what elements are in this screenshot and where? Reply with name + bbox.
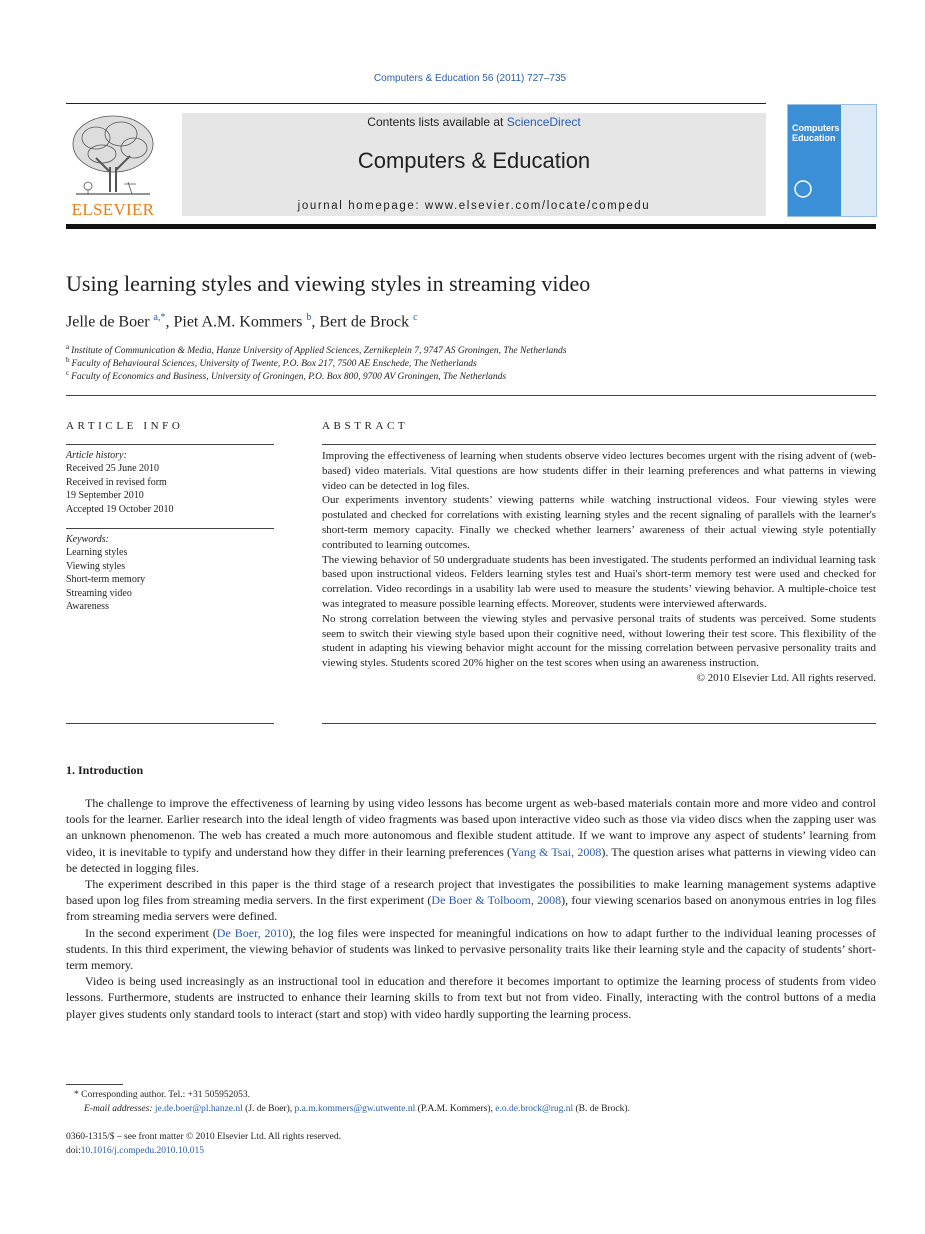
abstract-rule — [322, 444, 876, 445]
intro-paragraph: In the second experiment (De Boer, 2010), the log files were inspected for meaningful indications on how to adapt further to the individual leaning processes of students. In this third experiment, the viewing behavior of students was linked to pervasive personality traits like their learning style and the capacity of students’ short-term memory. — [66, 925, 876, 973]
email-addresses: E-mail addresses: je.de.boer@pl.hanze.nl (J. de Boer), p.a.m.kommers@gw.utwente.nl (P.A.M. Kommers), e.o.de.brock@rug.nl (B. de Brock). — [84, 1103, 630, 1114]
journal-cover-thumbnail[interactable] — [787, 104, 877, 217]
journal-reference[interactable]: Computers & Education 56 (2011) 727–735 — [373, 73, 567, 84]
bottom-meta — [66, 1131, 341, 1158]
author-name: Jelle de Boer — [66, 313, 150, 331]
abstract-paragraph: The viewing behavior of 50 undergraduate students has been investigated. The students performed an individual learning task based upon instructional videos. Felders learning styles test and Huai's short-term memory test were used and checked for correlation. Video recordings in a usability lab were used to measure the students’ viewing behavior. A multiple-choice test was integrated to measure possible learning effects. Moreover, students were interviewed afterwards. — [322, 553, 876, 610]
article-info-rule — [66, 528, 274, 529]
doi-line: doi:10.1016/j.compedu.2010.10.015 — [66, 1145, 205, 1156]
doi-link[interactable]: 10.1016/j.compedu.2010.10.015 — [80, 1145, 205, 1156]
author-name: Piet A.M. Kommers — [173, 313, 303, 331]
author-affiliation-marker[interactable]: b — [306, 312, 312, 323]
author-affiliation-marker[interactable]: c — [413, 312, 418, 323]
keyword: Short-term memory — [66, 574, 146, 586]
email-link[interactable]: p.a.m.kommers@gw.utwente.nl — [294, 1103, 416, 1114]
journal-name: Computers & Education — [357, 148, 591, 173]
journal-masthead — [182, 113, 766, 216]
cover-strip — [841, 105, 876, 216]
intro-paragraph: Video is being used increasingly as an instructional tool in education and therefore it becomes important to optimize the learning process of students from video lessons. Furthermore, students are instructed to enhance their learning skills to from text but not from video. Finally, interacting with the control buttons of a media player gives students only standard tools to interact (start and stop) with video hardly supporting the learning process. — [66, 974, 876, 1021]
history-line: 19 September 2010 — [66, 490, 144, 502]
citation-link[interactable]: Yang & Tsai, 2008 — [511, 844, 602, 859]
abstract-body — [322, 449, 876, 686]
elsevier-logo[interactable] — [66, 112, 160, 219]
keywords-block — [66, 533, 274, 613]
email-link[interactable]: je.de.boer@pl.hanze.nl — [154, 1103, 243, 1114]
contents-line — [182, 115, 766, 129]
elsevier-wordmark: ELSEVIER — [71, 200, 155, 219]
history-line: Accepted 19 October 2010 — [66, 503, 174, 515]
footnotes — [66, 1089, 876, 1116]
history-line: Received 25 June 2010 — [66, 463, 160, 475]
section-heading-introduction: 1. Introduction — [66, 763, 144, 777]
article-info-heading: ARTICLE INFO — [66, 420, 184, 432]
intro-paragraph: The experiment described in this paper is the third stage of a research project that investigates the possibilities to make learning management systems adaptive based upon log files from streaming media servers. In the first experiment (De Boer & Tolboom, 2008), four viewing scenarios based on anonymous entries in log files from streaming media servers were defined. — [66, 877, 876, 924]
masthead-thick-rule — [66, 224, 876, 229]
citation-link[interactable]: De Boer, 2010 — [216, 925, 289, 940]
intro-paragraph: The challenge to improve the effectiveness of learning by using video lessons has become urgent as web-based materials contain more and more video and control tools for the learner. Earlier research into the ideal length of video fragments was based upon interactive video such as those via video discs when the zapping user was an unknown phenomenon. The web has created a much more autonomous and flexible student attitude. If we want to improve any aspect of students’ learning from video, it is inevitable to typify and understand how they differ in their learning preferences (Yang & Tsai, 2008). The question arises what patterns in viewing video can be detected in logging files. — [66, 796, 877, 875]
issn-line: 0360-1315/$ – see front matter © 2010 Elsevier Ltd. All rights reserved. — [66, 1132, 342, 1142]
history-label: Article history: — [66, 450, 127, 461]
sciencedirect-link[interactable]: ScienceDirect — [506, 115, 581, 129]
keyword: Viewing styles — [66, 560, 126, 572]
journal-homepage[interactable]: journal homepage: www.elsevier.com/locate/compedu — [297, 200, 651, 212]
header-rule — [66, 103, 766, 104]
elsevier-tree-icon — [66, 112, 160, 200]
footnote-rule — [66, 1084, 123, 1085]
article-info-bottom-rule — [66, 723, 274, 724]
affiliation: $^b$ Faculty of Behavioural Sciences, University of Twente, P.O. Box 217, 7500 AE Enschede, The Netherlands — [66, 356, 477, 370]
introduction-body — [66, 795, 876, 1022]
article-title: Using learning styles and viewing styles in streaming video — [66, 271, 591, 296]
keyword: Streaming video — [66, 587, 132, 599]
corresponding-author-note: * Corresponding author. Tel.: +31 505952053. — [74, 1090, 251, 1100]
cover-emblem-icon — [793, 179, 813, 199]
abstract-heading: ABSTRACT — [322, 420, 409, 432]
keywords-label: Keywords: — [66, 534, 109, 545]
author-affiliation-marker[interactable]: a,* — [153, 312, 166, 323]
article-history — [66, 449, 274, 516]
affiliation: $^c$ Faculty of Economics and Business, University of Groningen, P.O. Box 800, 9700 AV Groningen, The Netherlands — [66, 369, 507, 383]
article-info-rule — [66, 444, 274, 445]
citation-link[interactable]: De Boer & Tolboom, 2008 — [431, 893, 562, 908]
abstract-copyright: © 2010 Elsevier Ltd. All rights reserved. — [696, 671, 876, 684]
section-rule — [66, 395, 876, 396]
author-list: Jelle de Boer $^{a,*}$, Piet A.M. Kommers $^b$, Bert de Brock $^c$ — [66, 312, 418, 331]
author-name: Bert de Brock — [319, 313, 410, 331]
keyword: Learning styles — [66, 547, 128, 559]
abstract-paragraph: Improving the effectiveness of learning when students observe video lectures becomes urgent with the rising advent of (web-based) video materials. Vital questions are how students differ in their learning preferences and what patterns in viewing video can be detected in log files. — [322, 450, 876, 492]
cover-title: Computers Education — [792, 123, 840, 143]
abstract-paragraph: No strong correlation between the viewing styles and pervasive personal traits of students was perceived. Some students seem to switch their viewing style based upon their cognitive need, without lowering their test score. This flexibility of the student in adapting his viewing behavior might account for the missing correlation between pervasive personality traits and viewing styles. Students scored 20% higher on the test scores when using an awareness instruction. — [322, 612, 876, 670]
history-line: Received in revised form — [66, 476, 167, 488]
affiliation: $^a$ Institute of Communication & Media, Hanze University of Applied Sciences, Zernikeplein 7, 9747 AS Groningen, The Netherlands — [66, 343, 567, 357]
contents-prefix: Contents lists available at — [367, 115, 507, 129]
abstract-paragraph: Our experiments inventory students’ viewing patterns while watching instructional videos. Four viewing styles were postulated and checked for correlations with existing learning styles and the recent signaling of parallels with the learner's short-term memory capacity. Finally we checked whether learners’ awareness of their actual viewing style potentially contributed to learning outcomes. — [322, 494, 876, 551]
abstract-bottom-rule — [322, 723, 876, 724]
email-link[interactable]: e.o.de.brock@rug.nl — [495, 1103, 574, 1114]
keyword: Awareness — [66, 601, 109, 613]
